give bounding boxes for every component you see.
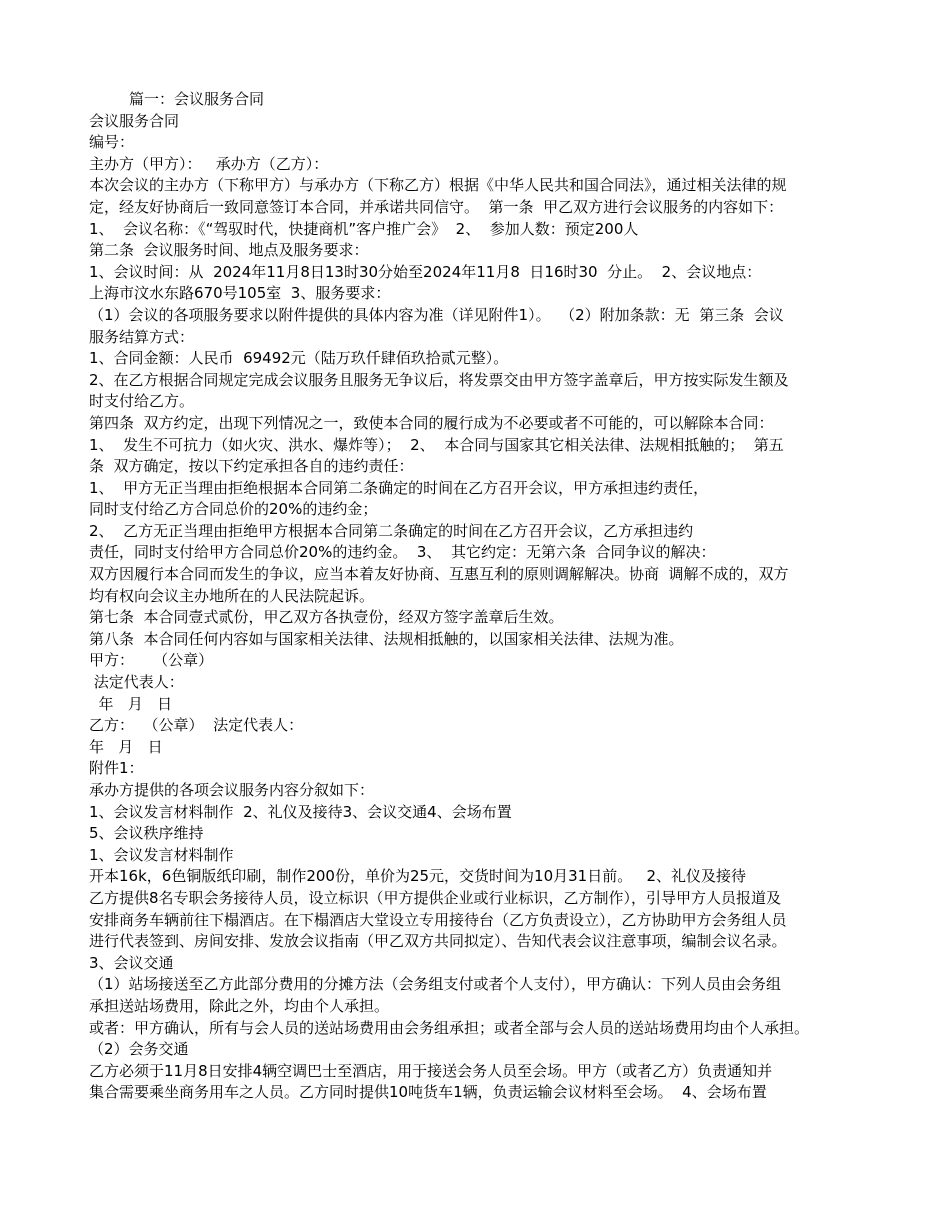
text-line: 责任，同时支付给甲方合同总价20%的违约金。 3、 其它约定：无第六条 合同争议的解决：: [89, 543, 716, 562]
contract-number: 编号：: [89, 133, 135, 152]
contract-title: 会议服务合同: [89, 111, 180, 130]
text-line: 均有权向会议主办地所在的人民法院起诉。: [89, 586, 375, 605]
text-line: 上海市汶水东路670号105室 3、服务要求：: [89, 284, 391, 303]
appendix-title: 附件1：: [89, 759, 144, 778]
text-line: 双方因履行本合同而发生的争议，应当本着友好协商、互惠互利的原则调解解决。协商 调解不成的，双方: [89, 565, 789, 584]
text-line: 第二条 会议服务时间、地点及服务要求：: [89, 241, 369, 260]
text-line: 1、会议时间：从 2024年11月8日13时30分始至2024年11月8 日16时30 分止。 2、会议地点：: [89, 262, 762, 281]
text-line: 同时支付给乙方合同总价的20%的违约金；: [89, 500, 378, 519]
text-line: 承办方提供的各项会议服务内容分叙如下：: [89, 781, 375, 799]
signature-representative-a: 法定代表人：: [89, 673, 184, 692]
text-line: 2、 乙方无正当理由拒绝甲方根据本合同第二条确定的时间在乙方召开会议，乙方承担违约: [89, 521, 694, 540]
text-line: 1、合同金额：人民币 69492元（陆万玖仟肆佰玖拾贰元整）。: [89, 349, 509, 368]
signature-date-b: 年 月 日: [89, 737, 163, 756]
text-line: 1、会议发言材料制作: [89, 845, 234, 864]
text-line: （2）会务交通: [89, 1040, 189, 1059]
text-line: 安排商务车辆前往下榻酒店。在下榻酒店大堂设立专用接待台（乙方负责设立），乙方协助甲方会务组人员: [89, 910, 787, 929]
text-line: 1、 会议名称：《“驾驭时代，快捷商机”客户推广会》 2、 参加人数：预定200人: [89, 219, 639, 238]
document-page: [89, 89, 859, 1104]
text-line: 第七条 本合同壹式贰份，甲乙双方各执壹份，经双方签字盖章后生效。: [89, 608, 564, 627]
text-line: 1、会议发言材料制作 2、礼仪及接待3、会议交通4、会场布置: [89, 802, 512, 821]
text-line: 乙方提供8名专职会务接待人员，设立标识（甲方提供企业或行业标识，乙方制作），引导甲方人员报道及: [89, 888, 782, 907]
signature-party-a: 甲方： （公章）: [89, 651, 214, 670]
text-line: 1、 发生不可抗力（如火灾、洪水、爆炸等）； 2、 本合同与国家其它相关法律、法规相抵触的； 第五: [89, 435, 784, 454]
text-line: 条 双方确定，按以下约定承担各自的违约责任：: [89, 457, 414, 476]
text-line: 1、 甲方无正当理由拒绝根据本合同第二条确定的时间在乙方召开会议，甲方承担违约责任，: [89, 478, 709, 497]
text-line: 承担送站场费用，除此之外，均由个人承担。: [89, 996, 390, 1015]
signature-party-b: 乙方： （公章） 法定代表人：: [89, 716, 304, 735]
parties-line: 主办方（甲方）： 承办方（乙方）：: [89, 154, 329, 173]
text-line: 本次会议的主办方（下称甲方）与承办方（下称乙方）根据《中华人民共和国合同法》，通过相关法律的规: [89, 176, 787, 195]
text-line: 服务结算方式：: [89, 327, 195, 346]
text-line: 开本16k，6色铜版纸印刷，制作200份，单价为25元，交货时间为10月31日前。 2、礼仪及接待: [89, 867, 747, 886]
text-line: 或者：甲方确认，所有与会人员的送站场费用由会务组承担；或者全部与会人员的送站场费用均由个人承担。: [89, 1018, 810, 1037]
text-line: 乙方必须于11月8日安排4辆空调巴士至酒店，用于接送会务人员至会场。甲方（或者乙方）负责通知并: [89, 1061, 773, 1080]
signature-date-a: 年 月 日: [89, 694, 173, 713]
text-line: 进行代表签到、房间安排、发放会议指南（甲乙双方共同拟定）、告知代表会议注意事项，编制会议名录。: [89, 932, 787, 951]
document-heading: 篇一：会议服务合同: [129, 90, 265, 108]
text-line: 3、会议交通: [89, 953, 174, 972]
text-line: 集合需要乘坐商务用车之人员。乙方同时提供10吨货车1辆，负责运输会议材料至会场。 4、会场布置: [89, 1083, 767, 1102]
text-line: 2、在乙方根据合同规定完成会议服务且服务无争议后，将发票交由甲方签字盖章后，甲方按实际发生额及: [89, 370, 789, 389]
text-line: 5、会议秩序维持: [89, 824, 204, 843]
text-line: 定，经友好协商后一致同意签订本合同，并承诺共同信守。 第一条 甲乙双方进行会议服务的内容如下：: [89, 197, 784, 216]
text-line: 时支付给乙方。: [89, 392, 195, 411]
text-line: （1）会议的各项服务要求以附件提供的具体内容为准（详见附件1）。 （2）附加条款：无 第三条 会议: [89, 305, 784, 324]
text-line: （1）站场接送至乙方此部分费用的分摊方法（会务组支付或者个人支付），甲方确认：下列人员由会务组: [89, 975, 782, 994]
text-line: 第八条 本合同任何内容如与国家相关法律、法规相抵触的，以国家相关法律、法规为准。: [89, 629, 684, 648]
text-line: 第四条 双方约定，出现下列情况之一，致使本合同的履行成为不必要或者不可能的，可以解除本合同：: [89, 413, 774, 432]
